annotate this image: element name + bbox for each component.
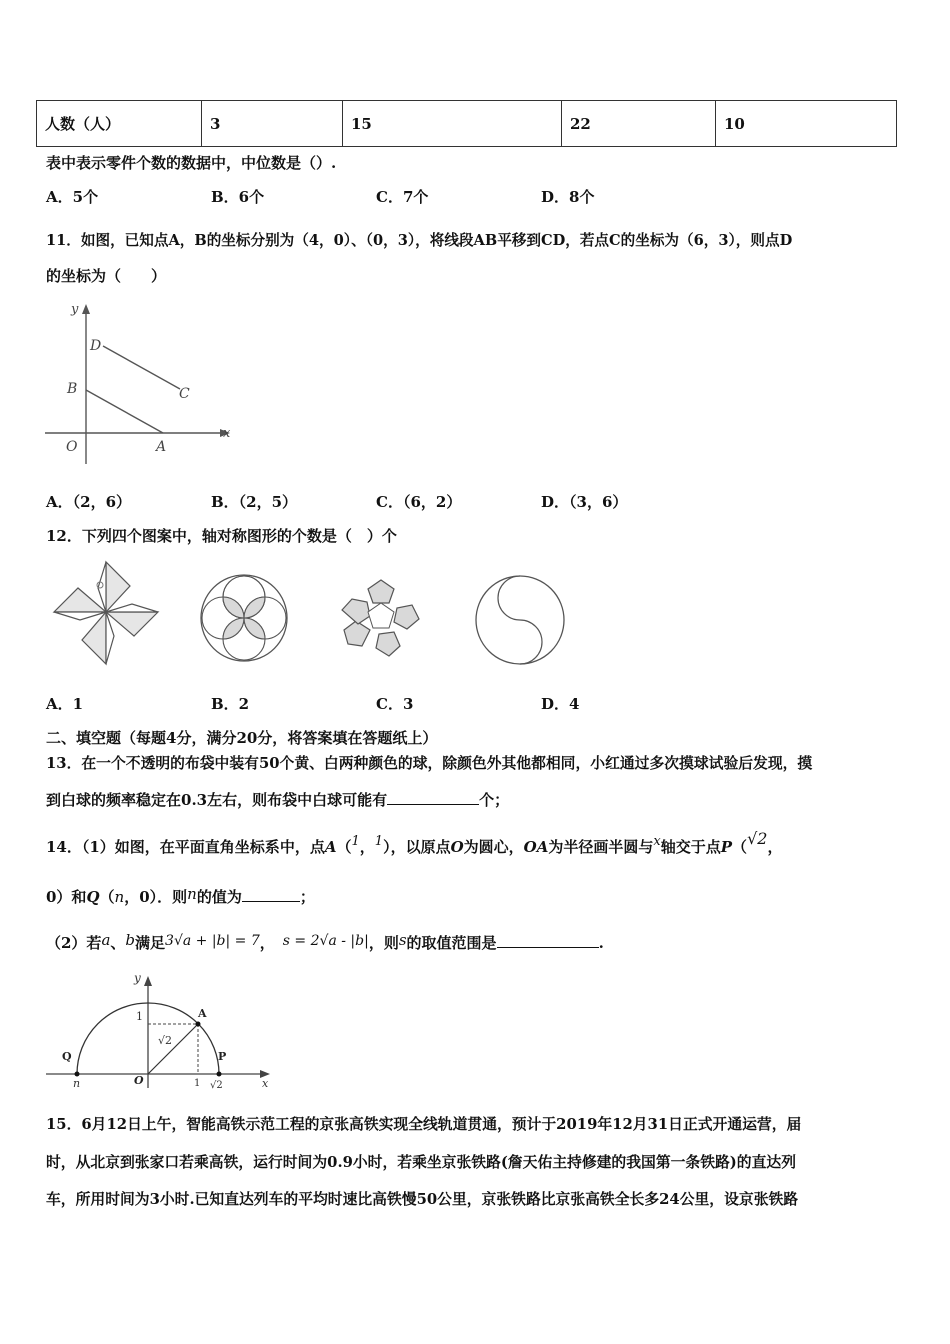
label-y: y [134, 971, 141, 985]
q14-var: P [720, 838, 733, 856]
q14-text: ，0）．则 [124, 888, 188, 906]
label-y: y [71, 302, 79, 317]
q14-text: 的值为 [196, 888, 242, 906]
label-c: C [179, 386, 190, 402]
q14-text: ， [767, 838, 783, 856]
label-p: P [218, 1050, 227, 1063]
q13-line2 [46, 789, 509, 810]
q14-var: Q [86, 888, 100, 906]
q14-equation-2: s = 2√a - |b| [282, 933, 369, 949]
q14-var: x [653, 834, 661, 849]
q10-stem: 表中表示零件个数的数据中，中位数是（）. [46, 154, 337, 172]
table-cell: 人数（人） [37, 101, 202, 147]
label-q: Q [62, 1050, 72, 1063]
q14-line2 [46, 886, 315, 907]
point-p [217, 1072, 222, 1077]
q14-text: 14．（1）如图，在平面直角坐标系中，点 [46, 838, 325, 856]
q11-figure [40, 296, 240, 468]
data-table [36, 100, 897, 147]
q12-option-b: B．2 [211, 695, 250, 713]
q12-option-c: C．3 [376, 695, 414, 713]
q14-figure [42, 966, 278, 1094]
label-a: A [198, 1007, 207, 1020]
y-axis-arrow [144, 976, 152, 986]
q11-line2: 的坐标为（ ） [46, 267, 167, 285]
q14-text: （ [336, 838, 352, 856]
q13-text: 到白球的频率稳定在0.3左右，则布袋中白球可能有 [46, 791, 388, 809]
q14-text: 0）和 [46, 888, 87, 906]
q15-line2: 时，从北京到张家口若乘高铁，运行时间为0.9小时，若乘坐京张铁路(詹天佑主持修建的我国第一条铁路)的直达列 [46, 1154, 796, 1171]
q14-text: 的取值范围是 [406, 934, 497, 952]
q14-line1 [46, 829, 783, 857]
pattern-yin-yang [472, 572, 568, 668]
point-q [75, 1072, 80, 1077]
q14-answer-blank-1[interactable] [242, 887, 300, 902]
pattern-pinwheel [48, 558, 164, 670]
q14-text: ， [359, 838, 375, 856]
table-cell: 22 [562, 101, 716, 147]
q14-text: ，则 [368, 934, 399, 952]
q14-var: O [450, 838, 464, 856]
q12-option-d: D．4 [541, 695, 580, 713]
table-cell: 3 [202, 101, 343, 147]
pattern-petal-circle [198, 572, 290, 664]
table-row [37, 101, 897, 147]
segment-oa [148, 1024, 198, 1074]
label-one-y: 1 [136, 1010, 143, 1023]
q14-text: 轴交于点 [660, 838, 721, 856]
y-axis-arrow [82, 304, 90, 314]
label-d: D [90, 338, 102, 354]
q11-option-d: D．（3，6） [541, 493, 628, 511]
q11-option-c: C．（6，2） [376, 493, 462, 511]
q14-text: （ [732, 838, 748, 856]
q14-text: 、 [110, 934, 126, 952]
point-a [196, 1022, 201, 1027]
label-a: A [156, 439, 167, 455]
q14-text: （2）若 [46, 934, 102, 952]
q14-sqrt: √2 [747, 829, 768, 848]
q13-line1: 13．在一个不透明的布袋中装有50个黄、白两种颜色的球，除颜色外其他都相同，小红通过多次摸球试验后发现，摸 [46, 755, 813, 772]
q14-line3 [46, 932, 604, 953]
label-x: x [223, 426, 231, 441]
q10-option-a: A．5个 [46, 188, 99, 206]
q11-option-b: B．（2，5） [211, 493, 298, 511]
q14-text: ； [299, 888, 315, 906]
q14-text: （ [99, 888, 115, 906]
q15-line1: 15．6月12日上午，智能高铁示范工程的京张高铁实现全线轨道贯通，预计于2019年12月31日正式开通运营，届 [46, 1116, 802, 1133]
table-cell: 15 [343, 101, 562, 147]
label-b: B [67, 381, 78, 397]
q13-answer-blank[interactable] [387, 790, 479, 805]
q14-var: b [125, 931, 136, 949]
q14-answer-blank-2[interactable] [497, 933, 599, 948]
q14-var: a [101, 931, 111, 949]
label-sqrt2: √2 [158, 1034, 173, 1047]
q14-var: n [114, 888, 125, 906]
q10-option-d: D．8个 [541, 188, 595, 206]
q14-var: 1 [351, 834, 360, 849]
label-x: x [262, 1077, 269, 1090]
q10-option-b: B．6个 [211, 188, 265, 206]
label-one-x: 1 [194, 1078, 201, 1089]
q14-text: 为圆心， [463, 838, 524, 856]
q14-equation-1: 3√a + |b| = 7 [165, 933, 260, 949]
q14-text: ），以原点 [383, 838, 451, 856]
q15-line3: 车，所用时间为3小时.已知直达列车的平均时速比高铁慢50公里，京张铁路比京张高铁全长多24公里，设京张铁路 [46, 1191, 799, 1208]
table-cell: 10 [716, 101, 897, 147]
q12-stem: 12．下列四个图案中，轴对称图形的个数是（ ）个 [46, 527, 397, 545]
segment-ab [86, 390, 163, 433]
q14-text: 满足 [135, 934, 166, 952]
q12-option-a: A．1 [46, 695, 84, 713]
q14-text: 为半径画半圆与 [548, 838, 654, 856]
label-o: O [66, 439, 78, 455]
segment-cd [103, 346, 180, 389]
label-sqrt2-x: √2 [210, 1080, 223, 1091]
label-o: O [134, 1074, 144, 1087]
q14-var: n [187, 885, 197, 903]
q10-option-c: C．7个 [376, 188, 429, 206]
q14-var: OA [523, 838, 549, 856]
q14-text: ， [259, 934, 275, 952]
q11-option-a: A．（2，6） [46, 493, 132, 511]
label-n: n [73, 1077, 81, 1090]
section-title: 二、填空题（每题4分，满分20分，将答案填在答题纸上） [46, 729, 438, 747]
q14-var: A [324, 838, 337, 856]
pattern-pentagon-flower [334, 572, 428, 662]
q14-var: s [398, 931, 407, 949]
q13-text-end: 个； [479, 791, 510, 809]
q14-var: 1 [374, 834, 384, 849]
q11-line1: 11．如图，已知点A，B的坐标分别为（4，0）、（0，3），将线段AB平移到CD，若点C的坐标为（6，3），则点D [46, 232, 793, 249]
q14-text: . [598, 934, 604, 952]
